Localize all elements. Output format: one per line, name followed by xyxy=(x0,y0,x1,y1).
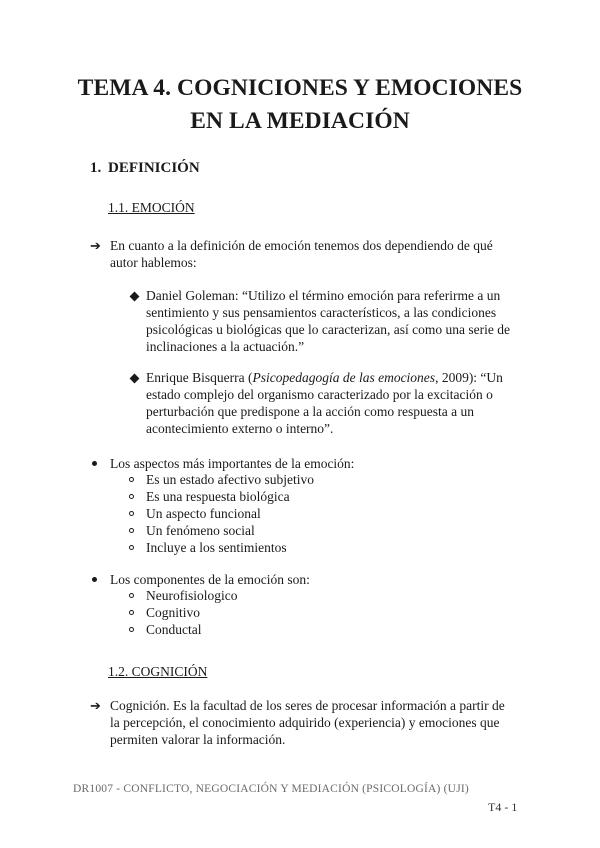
course-footer: DR1007 - CONFLICTO, NEGOCIACIÓN Y MEDIACIÓN (PSICOLOGÍA) (UJI) xyxy=(73,783,469,795)
circle-bullet-icon xyxy=(129,494,134,499)
list-item: Cognitivo xyxy=(146,605,201,620)
quote-line: estado complejo del organismo caracterizado por la excitación o xyxy=(146,387,493,402)
circle-bullet-icon xyxy=(129,627,134,632)
quote-line: inclinaciones a la actuación.” xyxy=(146,339,305,354)
circle-bullet-icon xyxy=(129,528,134,533)
circle-bullet-icon xyxy=(129,511,134,516)
intro-line: En cuanto a la definición de emoción tenemos dos dependiendo de qué xyxy=(110,238,493,253)
list-item: Un fenómeno social xyxy=(146,523,255,538)
paragraph-line: permiten valorar la información. xyxy=(110,732,286,747)
bullet-dot-icon xyxy=(92,577,97,582)
title-line-2: EN LA MEDIACIÓN xyxy=(190,108,410,134)
intro-paragraph xyxy=(110,237,530,271)
aspects-heading: Los aspectos más importantes de la emoción: xyxy=(110,456,355,471)
section-heading xyxy=(90,160,200,177)
book-title: Psicopedagogía de las emociones xyxy=(252,370,436,385)
bullet-dot-icon xyxy=(92,461,97,466)
quote-line xyxy=(146,369,546,386)
cognition-paragraph xyxy=(110,697,550,748)
section-title: DEFINICIÓN xyxy=(108,160,200,176)
list-item: Neurofisiologico xyxy=(146,588,238,603)
subsection-heading-cognicion: 1.2. COGNICIÓN xyxy=(108,664,208,679)
arrow-bullet-icon: ➔ xyxy=(90,238,101,253)
list-item: Un aspecto funcional xyxy=(146,506,261,521)
bisquerra-quote xyxy=(146,369,546,437)
quote-line: perturbación que predispone a la acción como respuesta a un xyxy=(146,404,474,419)
list-item: Incluye a los sentimientos xyxy=(146,540,287,555)
components-heading: Los componentes de la emoción son: xyxy=(110,572,310,587)
subsection-heading-emocion: 1.1. EMOCIÓN xyxy=(108,200,195,215)
circle-bullet-icon xyxy=(129,477,134,482)
page-title xyxy=(40,72,560,138)
circle-bullet-icon xyxy=(129,610,134,615)
quote-suffix: , 2009): “Un xyxy=(435,370,503,385)
intro-line: autor hablemos: xyxy=(110,255,197,270)
quote-prefix: Enrique Bisquerra ( xyxy=(146,370,253,385)
section-number: 1. xyxy=(90,160,102,176)
page-number: T4 - 1 xyxy=(488,800,518,814)
list-item: Conductal xyxy=(146,622,202,637)
title-line-1: TEMA 4. COGNICIONES Y EMOCIONES xyxy=(77,75,523,101)
arrow-bullet-icon: ➔ xyxy=(90,698,101,713)
paragraph-line: la percepción, el conocimiento adquirido (experiencia) y emociones que xyxy=(110,715,500,730)
quote-line: Daniel Goleman: “Utilizo el término emoción para referirme a un xyxy=(146,288,501,303)
paragraph-line: Cognición. Es la facultad de los seres de procesar información a partir de xyxy=(110,698,505,713)
goleman-quote xyxy=(146,287,546,355)
diamond-bullet-icon xyxy=(130,374,140,384)
quote-line: psicológicas u biológicas que lo caracterizan, así como una serie de xyxy=(146,322,510,337)
diamond-bullet-icon xyxy=(130,292,140,302)
list-item: Es una respuesta biológica xyxy=(146,489,290,504)
list-item: Es un estado afectivo subjetivo xyxy=(146,472,314,487)
circle-bullet-icon xyxy=(129,545,134,550)
quote-line: sentimiento y sus pensamientos característicos, a las condiciones xyxy=(146,305,497,320)
quote-line: acontecimiento externo o interno”. xyxy=(146,421,334,436)
circle-bullet-icon xyxy=(129,593,134,598)
